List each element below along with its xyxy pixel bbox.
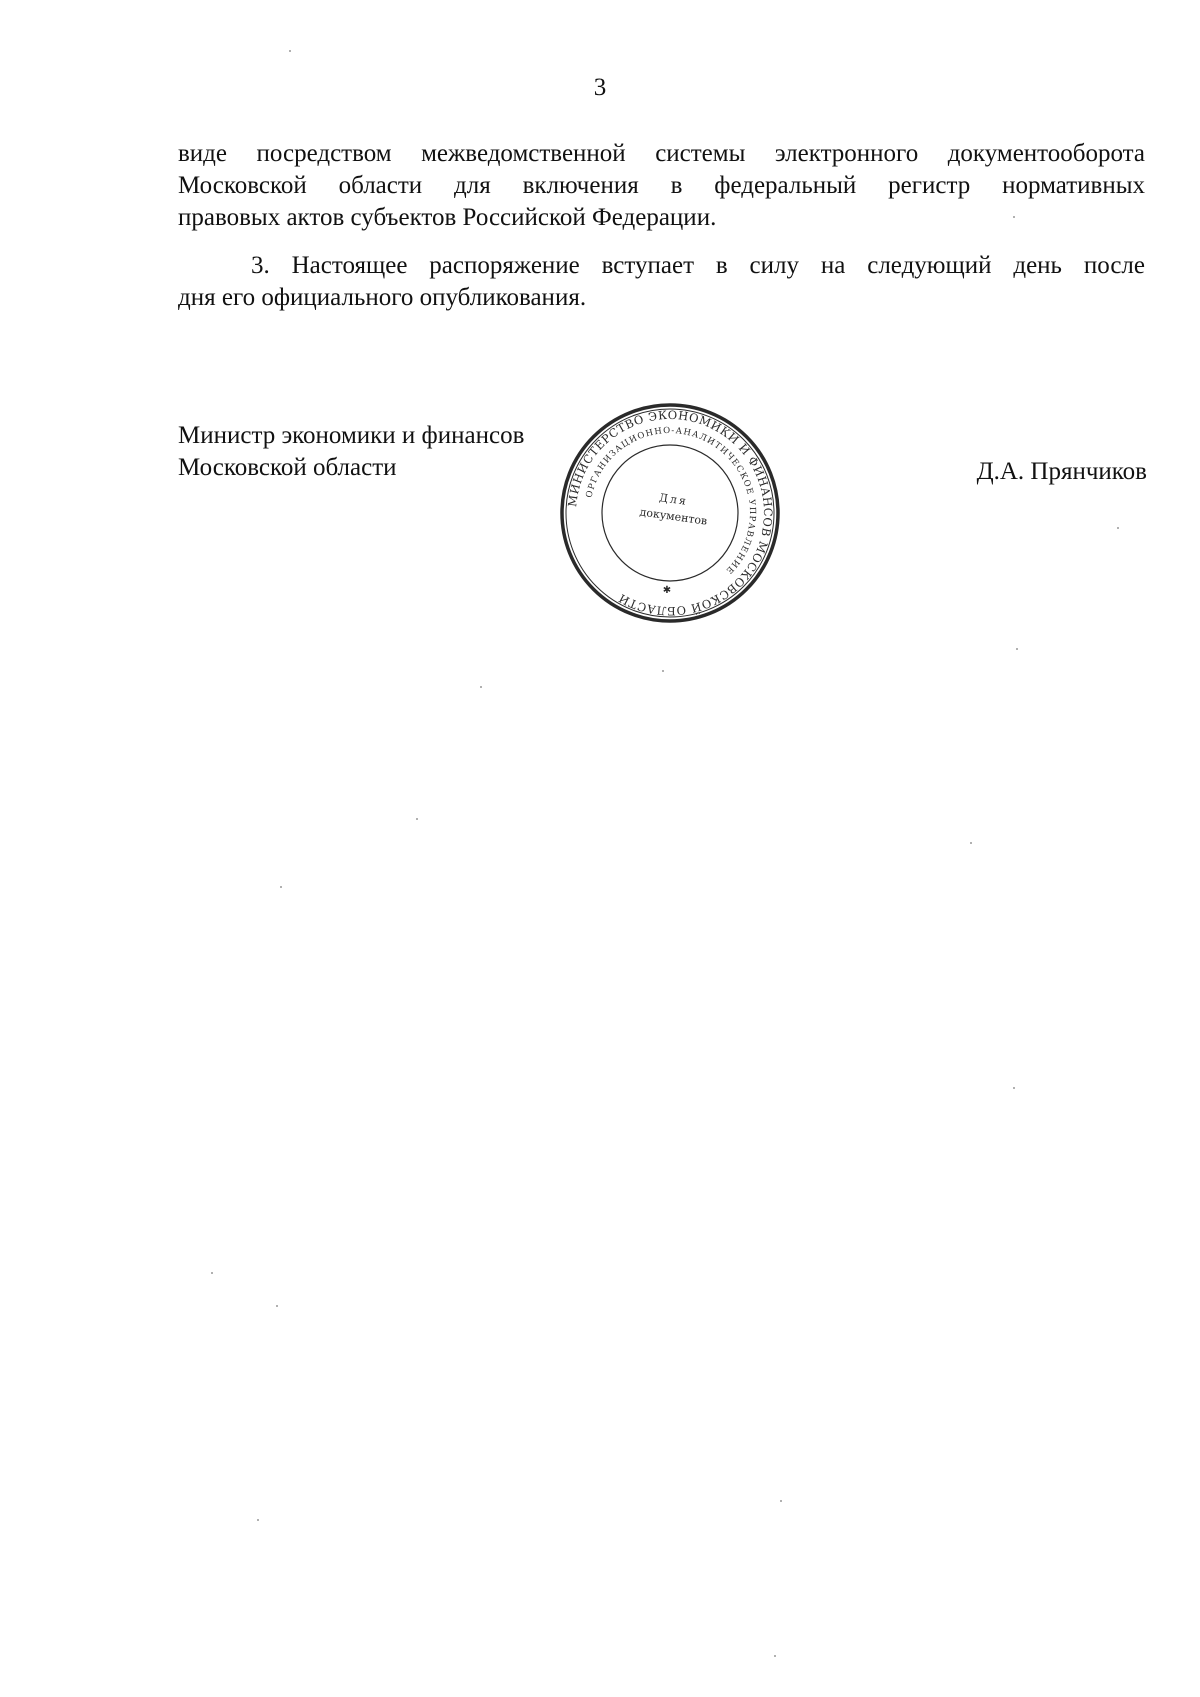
paragraph-line: 3. Настоящее распоряжение вступает в силу на следующий день после: [251, 252, 1145, 279]
signatory-title: [178, 420, 524, 484]
signatory-name: Д.А. Прянчиков: [976, 458, 1147, 485]
scan-speck: [1013, 1087, 1015, 1089]
scan-speck: [416, 818, 418, 820]
paragraph-item-3: [178, 250, 1145, 314]
scan-speck: [289, 50, 291, 52]
signatory-title-line: Министр экономики и финансов: [178, 422, 525, 449]
stamp-outer-text: МИНИСТЕРСТВО ЭКОНОМИКИ И ФИНАНСОВ МОСКОВСКОЙ ОБЛАСТИ: [565, 407, 776, 619]
page-number: 3: [593, 74, 607, 101]
paragraph-line: правовых актов субъектов Российской Федерации.: [178, 204, 717, 231]
scan-speck: [780, 1500, 782, 1502]
scan-speck: [480, 686, 482, 688]
scan-speck: [662, 670, 664, 672]
official-stamp: [555, 398, 785, 628]
scan-speck: [1117, 527, 1119, 529]
scan-speck: [1013, 216, 1015, 218]
scan-speck: [276, 1305, 278, 1307]
stamp-inner-text: ОРГАНИЗАЦИОННО-АНАЛИТИЧЕСКОЕ УПРАВЛЕНИЕ: [584, 425, 758, 576]
paragraph-line: виде посредством межведомственной системы электронного документооборота: [178, 140, 1145, 167]
paragraph-line: дня его официального опубликования.: [178, 284, 587, 311]
paragraph-line: Московской области для включения в федеральный регистр нормативных: [178, 172, 1145, 199]
scan-speck: [774, 1655, 776, 1657]
scan-speck: [970, 842, 972, 844]
stamp-center-line: Для: [658, 491, 689, 508]
scan-speck: [257, 1519, 259, 1521]
scan-speck: [280, 886, 282, 888]
paragraph-continuation: [178, 138, 1145, 234]
stamp-star-icon: ✱: [662, 585, 672, 596]
scan-speck: [211, 1272, 213, 1274]
signatory-title-line: Московской области: [178, 454, 397, 481]
stamp-center-line: документов: [638, 505, 709, 528]
scan-speck: [1016, 648, 1018, 650]
